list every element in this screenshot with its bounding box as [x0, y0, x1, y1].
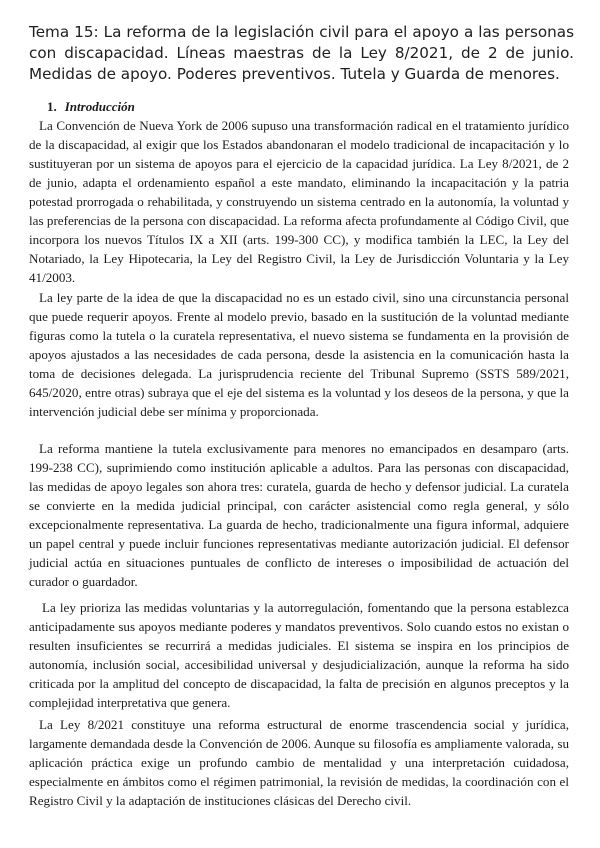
- paragraph-4: La ley prioriza las medidas voluntarias y la autorregulación, fomentando que la persona establezca anticipadamente sus apoyos mediante poderes y mandatos preventivos. Solo cuando estos no existan o resulten insuficientes se recurrirá a medidas judiciales. El sistema se inspira en los principios de autonomía, inclusión social, accesibilidad universal y desjudicialización, aunque la reforma ha sido criticada por la amplitud del concepto de discapacidad, la falta de precisión en algunos preceptos y la complejidad interpretativa que genera.: [29, 600, 569, 710]
- paragraph-5: La Ley 8/2021 constituye una reforma estructural de enorme trascendencia social y jurídica, largamente demandada desde la Convención de 2006. Aunque su filosofía es ampliamente valorada, su aplicación práctica exige un profundo cambio de mentalidad y una interpretación cuidadosa, especialmente en ámbitos como el régimen patrimonial, la revisión de medidas, la coordinación con el Registro Civil y la adaptación de instituciones clásicas del Derecho civil.: [29, 717, 569, 808]
- section-number: 1.: [47, 99, 57, 114]
- section-heading: [47, 98, 135, 116]
- paragraph-1: La Convención de Nueva York de 2006 supuso una transformación radical en el tratamiento jurídico de la discapacidad, al exigir que los Estados abandonaran el modelo tradicional de incapacitación y lo sustituyeran por un sistema de apoyos para el ejercicio de la capacidad jurídica. La Ley 8/2021, de 2 de junio, adapta el ordenamiento español a este mandato, eliminando la incapacitación y la patria potestad prorrogada o rehabilitada, y construyendo un sistema centrado en la autonomía, la voluntad y las preferencias de la persona con discapacidad. La reforma afecta profundamente al Código Civil, que incorpora los nuevos Títulos IX a XII (arts. 199-300 CC), y modifica también la LEC, la Ley del Notariado, la Ley Hipotecaria, la Ley del Registro Civil, la Ley de Jurisdicción Voluntaria y la Ley 41/2003.: [29, 118, 569, 285]
- section-heading-text: Introducción: [64, 99, 135, 114]
- paragraph-3: La reforma mantiene la tutela exclusivamente para menores no emancipados en desamparo (arts. 199-238 CC), suprimiendo como institución aplicable a adultos. Para las personas con discapacidad, las medidas de apoyo legales son ahora tres: curatela, guarda de hecho y defensor judicial. La curatela se convierte en la medida judicial principal, con carácter asistencial como regla general, y sólo excepcionalmente representativa. La guarda de hecho, tradicionalmente una figura informal, adquiere un papel central y puede incluir funciones representativas mediante autorización judicial. El defensor judicial actúa en situaciones puntuales de conflicto de intereses o imposibilidad de actuación del curador o guardador.: [29, 441, 569, 589]
- paragraph-2: La ley parte de la idea de que la discapacidad no es un estado civil, sino una circunstancia personal que puede requerir apoyos. Frente al modelo previo, basado en la sustitución de la voluntad mediante figuras como la tutela o la curatela representativa, el nuevo sistema se fundamenta en la provisión de apoyos ajustados a las necesidades de cada persona, desde la asistencia en la comunicación hasta la toma de decisiones delegada. La jurisprudencia reciente del Tribunal Supremo (SSTS 589/2021, 645/2020, entre otras) subraya que el eje del sistema es la voluntad y los deseos de la persona, y que la intervención judicial debe ser mínima y proporcionada.: [29, 290, 569, 419]
- document-title: Tema 15: La reforma de la legislación civil para el apoyo a las personas con discapacidad. Líneas maestras de la Ley 8/2021, de 2 de junio. Medidas de apoyo. Poderes preventivos. Tutela y Guarda de menores.: [29, 23, 574, 83]
